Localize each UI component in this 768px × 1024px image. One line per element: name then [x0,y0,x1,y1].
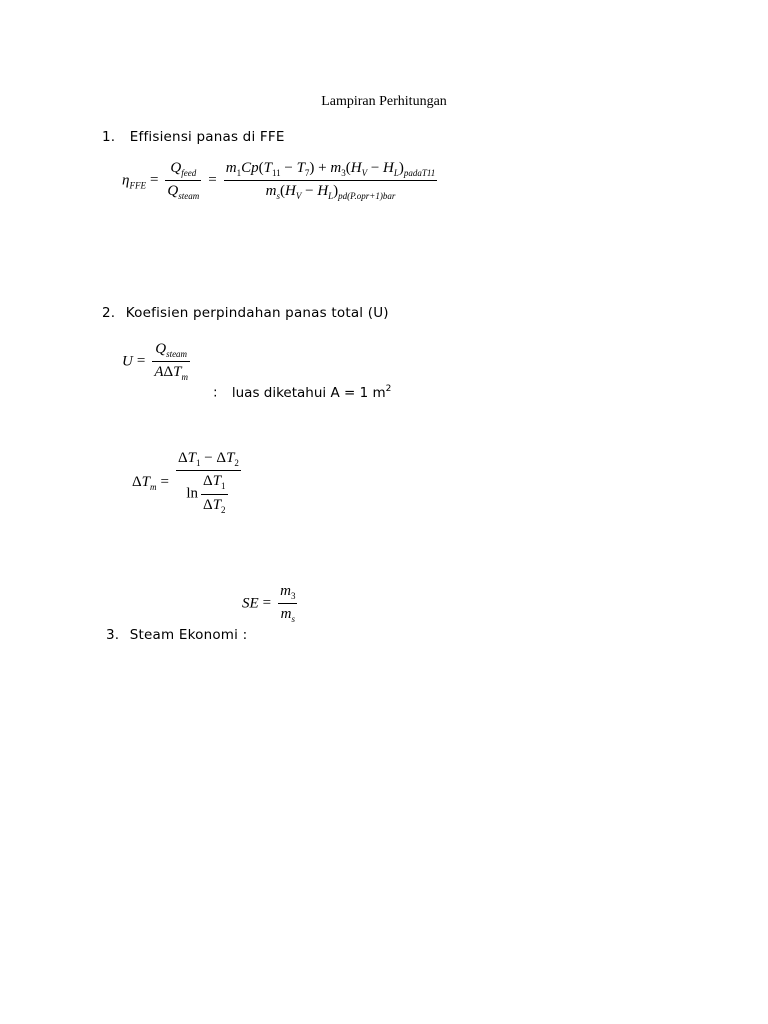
section-3-number: 3. [106,627,120,643]
section-3-title: Steam Ekonomi : [129,627,248,643]
section-3-heading [106,627,247,643]
area-note-exponent: 2 [385,384,392,394]
page-title: Lampiran Perhitungan [321,94,447,109]
u-equation: U = $\frac{Q_{steam}}{A\Delta T_m}$ [122,341,188,383]
area-note [213,384,391,401]
section-2-heading [102,305,389,321]
area-note-text: luas diketahui A = 1 m [231,384,386,401]
lmtd-equation: $\Delta T_m$ = $\Delta T_1 - \Delta T_2$ ln $\frac{\Delta T_1}{\Delta T_2}$ [132,450,239,515]
efficiency-equation: $\eta_{FFE}$ = $\frac{Q_{feed}}{Q_{steam}}$ = $\frac{m_1Cp(T_{11} - T_7) + m_3(H_V - H_L)_{padaT11}}{m_s(H_V - H_L)_{pd(P.opr+1)bar}}$ [122,160,436,202]
section-1-number: 1. [102,129,116,145]
area-note-separator: : [213,384,218,401]
steam-economy-equation: SE = $\frac{m_3}{m_s}$ [242,583,296,625]
section-2-title: Koefisien perpindahan panas total (U) [125,305,389,321]
section-2-number: 2. [102,305,116,321]
section-1-heading [102,129,285,145]
section-1-title: Effisiensi panas di FFE [129,129,285,145]
